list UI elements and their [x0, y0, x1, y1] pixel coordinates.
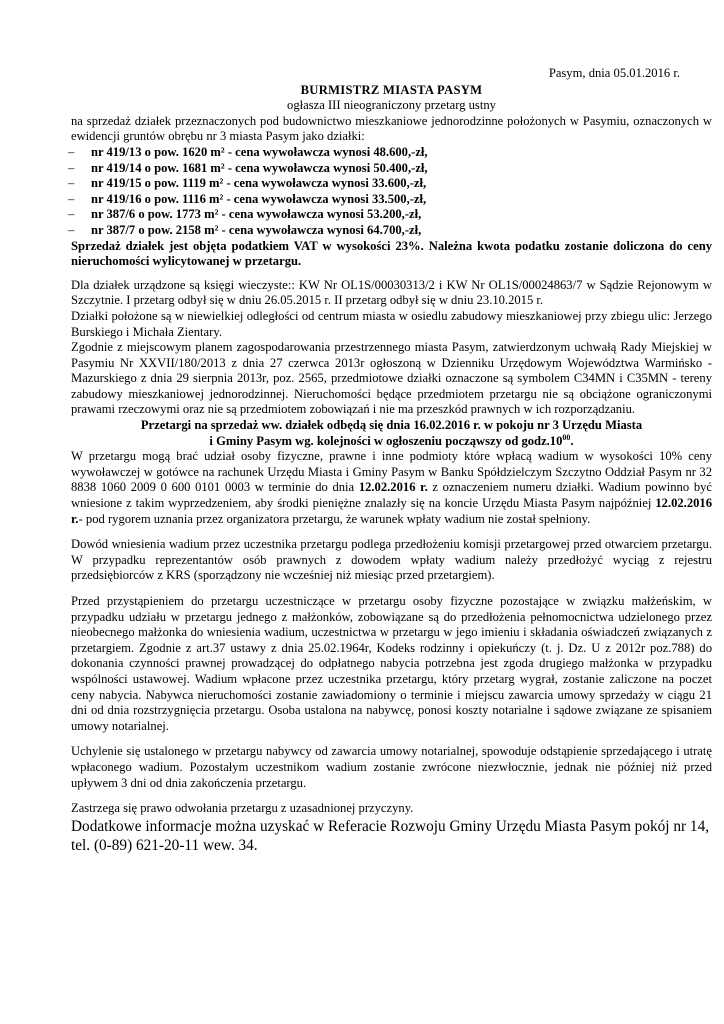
- lot-item: [68, 176, 712, 192]
- document-title: BURMISTRZ MIASTA PASYM: [300, 82, 483, 97]
- location-paragraph: Działki położone są w niewielkiej odległości od centrum miasta w osiedlu zabudowy mieszkaniowej przy zbiegu ulic: Jerzego Burskiego i Michała Zientary.: [71, 308, 712, 339]
- reservation-paragraph: Zastrzega się prawo odwołania przetargu z uzasadnionej przyczyny.: [71, 801, 414, 816]
- lot-text: nr 419/16 o pow. 1116 m² - cena wywoławcza wynosi 33.500,-zł,: [91, 191, 427, 206]
- dash-bullet: –: [68, 191, 75, 206]
- contact-info-paragraph: Dodatkowe informacje można uzyskać w Referacie Rozwoju Gminy Urzędu Miasta Pasym pokój nr 14, tel. (0-89) 621-20-11 wew. 34.: [71, 817, 710, 855]
- lot-text: nr 387/7 o pow. 2158 m² - cena wywoławcza wynosi 64.700,-zł,: [91, 222, 422, 237]
- auction-date-line: Przetargi na sprzedaż ww. działek odbędą się dnia 16.02.2016 r. w pokoju nr 3 Urzędu Miasta: [140, 418, 643, 433]
- deposit-text-1: W przetargu mogą brać udział osoby fizyczne, prawne i inne podmioty które wpłacą wadium w wysokości 10% ceny wywoławczej w gotówce na rachunek Urzędu Miasta i Gminy Pasym w Banku Spółdzielczym Szczytno Oddział Pasym nr 32 8838 1060 2009 0 600 0101 0003 w terminie do dnia: [71, 449, 712, 495]
- vat-notice: Sprzedaż działek jest objęta podatkiem VAT w wysokości 23%. Należna kwota podatku zostanie doliczona do ceny nieruchomości wylicytowanej w przetargu.: [71, 238, 712, 269]
- lot-text: nr 419/15 o pow. 1119 m² - cena wywoławcza wynosi 33.600,-zł,: [91, 176, 427, 191]
- document-subtitle: ogłasza III nieograniczony przetarg ustny: [287, 98, 496, 113]
- lot-item: [68, 207, 712, 223]
- dash-bullet: –: [68, 222, 75, 237]
- auction-place-end: .: [570, 433, 574, 448]
- deposit-deadline-1: 12.02.2016 r.: [358, 480, 428, 495]
- spouses-paragraph: Przed przystąpieniem do przetargu uczestniczące w przetargu osoby fizyczne pozostające w związku małżeńskim, w przypadku udziału w przetargu jednego z małżonków, zobowiązane są do przedłożenia pełnomocnictwa udzielonego przez nieobecnego małżonka do wniesienia wadium, uczestnictwa w przetargu w jego imieniu i składania oświadczeń związanych z przetargiem. Zgodnie z art.37 ustawy z dnia 25.02.1964r, Kodeks rodzinny i opiekuńczy (t. j. Dz. U z 2012r poz.788) do dokonania czynności prawnej prowadzącej do odpłatnego nabycia potrzebna jest zgoda drugiego małżonka w przypadku wspólności ustawowej. Wadium wpłacone przez uczestnika przetargu, który przetarg wygrał, zostanie zaliczone na poczet ceny nabycia. Nabywca nieruchomości zostanie zawiadomiony o terminie i miejscu zawarcia umowy sprzedaży w ciągu 21 dni od dnia rozstrzygnięcia przetargu. Osoba ustalona na nabywcę, ponosi koszty notarialne i sądowe związane ze spisaniem umowy notarialnej.: [71, 594, 712, 733]
- deposit-deadline-2: 12.02.2016 r.: [71, 496, 712, 526]
- lot-item: [68, 144, 712, 161]
- deposit-proof-paragraph: Dowód wniesienia wadium przez uczestnika przetargu podlega przedłożeniu komisji przetargowej przed otwarciem przetargu. W przypadku reprezentantów osób prawnych z dowodem wpłaty wadium należy przedłożyć wyciąg z rejestru przedsiębiorców z KRS (sporządzony nie wcześniej niż miesiąc przed przetargiem).: [71, 537, 712, 583]
- lot-text: nr 419/14 o pow. 1681 m² - cena wywoławcza wynosi 50.400,-zł,: [91, 160, 428, 175]
- auction-time-minutes: 00: [562, 432, 571, 442]
- auction-place-line: [71, 434, 712, 450]
- dash-bullet: –: [68, 144, 75, 159]
- deposit-text-2: z oznaczeniem numeru działki. Wadium powinno być wniesione z takim wyprzedzeniem, aby środki pieniężne znalazły się na koncie Urzędu Miasta Pasym najpóźniej: [71, 480, 712, 511]
- dash-bullet: –: [68, 176, 75, 191]
- dash-bullet: –: [68, 160, 75, 175]
- evasion-paragraph: Uchylenie się ustalonego w przetargu nabywcy od zawarcia umowy notarialnej, spowoduje odstąpienie sprzedającego i utratę wpłaconego wadium. Pozostałym uczestnikom wadium zostanie zwrócone niezwłocznie, jednak nie później niż przed upływem 3 dni od dnia zakończenia przetargu.: [71, 744, 712, 790]
- place-date: Pasym, dnia 05.01.2016 r.: [548, 66, 680, 80]
- lot-item: [68, 222, 712, 239]
- zoning-plan-paragraph: Zgodnie z miejscowym planem zagospodarowania przestrzennego miasta Pasym, zatwierdzonym uchwałą Rady Miejskiej w Pasymiu Nr XXVII/180/2013 z dnia 27 czerwca 2013r ogłoszoną w Dzienniku Urzędowym Województwa Warmińsko - Mazurskiego z dnia 29 sierpnia 2013r, poz. 2565, przedmiotowe działki oznaczone są symbolem C34MN i C35MN - tereny zabudowy mieszkaniowej jednorodzinnej. Nieruchomości będące przedmiotem przetargu nie są obciążone ograniczonymi prawami rzeczowymi oraz nie są przedmiotem zobowiązań i nie ma przeszkód prawnych w ich rozporządzaniu.: [71, 340, 712, 417]
- intro-paragraph: na sprzedaż działek przeznaczonych pod budownictwo mieszkaniowe jednorodzinne położonych w Pasymiu, oznaczonych w ewidencji gruntów obrębu nr 3 miasta Pasym jako działki:: [71, 113, 712, 144]
- deposit-text-3: - pod rygorem uznania przez organizatora przetargu, że warunek wpłaty wadium nie został spełniony.: [78, 511, 591, 526]
- lot-text: nr 387/6 o pow. 1773 m² - cena wywoławcza wynosi 53.200,-zł,: [91, 207, 422, 222]
- lot-item: [68, 160, 712, 177]
- auction-place-text: i Gminy Pasym wg. kolejności w ogłoszeniu począwszy od godz.10: [209, 433, 563, 448]
- deposit-paragraph: [71, 449, 712, 527]
- dash-bullet: –: [68, 207, 75, 222]
- lot-text: nr 419/13 o pow. 1620 m² - cena wywoławcza wynosi 48.600,-zł,: [91, 144, 428, 159]
- land-register-paragraph: Dla działek urządzone są księgi wieczyste:: KW Nr OL1S/00030313/2 i KW Nr OL1S/00024863/7 w Sądzie Rejonowym w Szczytnie. I przetarg odbył się w dniu 26.05.2015 r. II przetarg odbył się w dniu 23.10.2015 r.: [71, 277, 712, 308]
- lots-list: [68, 144, 712, 239]
- lot-item: [68, 191, 712, 208]
- announcement-document: [68, 66, 712, 856]
